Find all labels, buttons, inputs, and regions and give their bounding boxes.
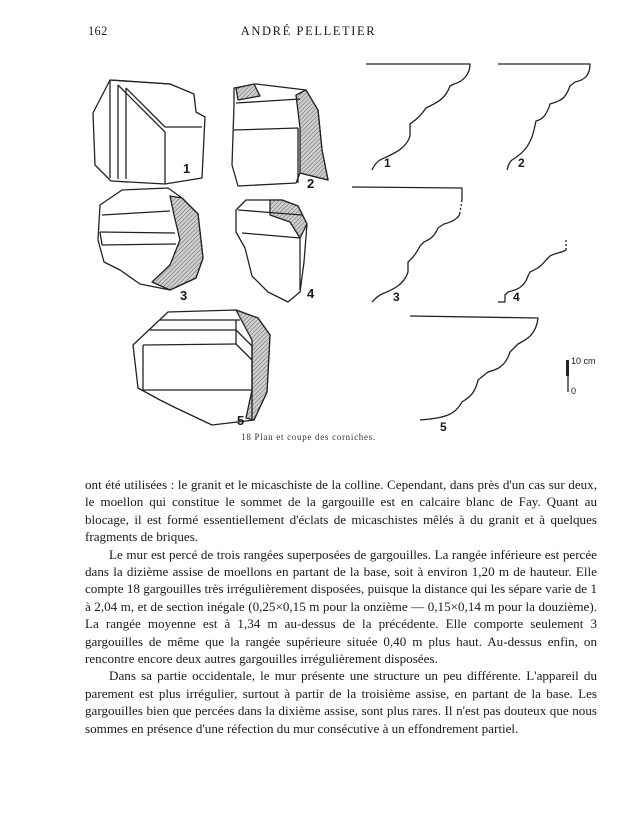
plan-label-4: 4	[307, 286, 315, 301]
body-text	[85, 476, 597, 737]
profile-drawing-1	[366, 64, 470, 170]
profile-drawing-3	[352, 187, 462, 200]
plan-drawing-2	[232, 84, 328, 186]
paragraph-1: ont été utilisées : le granit et le micaschiste de la colline. Cependant, dans près d'un cas sur deux, le moellon qui constitue le sommet de la gargouille est en calcaire blanc de Fay. Quant au blocage, il est formé essentiellement d'éclats de micaschistes mêlés à du granit et à quelques fragments de briques.	[85, 477, 597, 545]
figure-caption: 18 Plan et coupe des corniches.	[241, 432, 376, 442]
plan-label-2: 2	[307, 176, 315, 191]
profile-drawing-4	[500, 250, 566, 302]
profile-label-1: 1	[384, 156, 391, 170]
plan-drawing-3	[98, 188, 203, 290]
profile-drawing-5	[410, 316, 538, 420]
profile-label-3: 3	[393, 290, 400, 304]
scale-label-bottom: 0	[571, 386, 577, 396]
profile-label-2: 2	[518, 156, 525, 170]
paragraph-3: Dans sa partie occidentale, le mur présente une structure un peu différente. L'appareil du parement est plus irrégulier, surtout à partir de la troisième assise, en partant de la base. Les gargouilles bien que percées dans la dixième assise, sont plus rares. Il n'est pas douteux que nous sommes en présence d'une réfection du mur consécutive à un effondrement partiel.	[85, 668, 597, 736]
plan-label-5: 5	[237, 413, 245, 428]
plan-label-3: 3	[180, 288, 188, 303]
paragraph-2: Le mur est percé de trois rangées superposées de gargouilles. La rangée inférieure est percée dans la dizième assise de moellons en partant de la base, soit à environ 1,20 m de hauteur. Elle compte 18 gargouilles très irrégulièrement disposées, puisque la distance qui les sépare varie de 1 à 2,04 m, et de section inégale (0,25×0,15 m pour la onzième — 0,15×0,14 m pour la douzième). La rangée moyenne est à 1,34 m au-dessus de la précédente. Elle comporte seulement 3 gargouilles de même que la rangée supérieure située 0,40 m plus haut. Au-dessus enfin, on rencontre encore deux autres gargouilles irrégulièrement disposées.	[85, 546, 597, 667]
profile-label-5: 5	[440, 420, 447, 434]
profile-drawing-2	[498, 64, 590, 170]
plan-drawing-4	[236, 200, 307, 302]
profile-label-4: 4	[513, 290, 520, 304]
scale-label-top: 10 cm	[571, 356, 596, 366]
plan-drawing-5	[133, 310, 270, 425]
running-head: ANDRÉ PELLETIER	[240, 24, 377, 38]
plan-label-1: 1	[183, 161, 191, 176]
scale-bar	[566, 360, 569, 392]
page-number: 162	[88, 24, 108, 38]
